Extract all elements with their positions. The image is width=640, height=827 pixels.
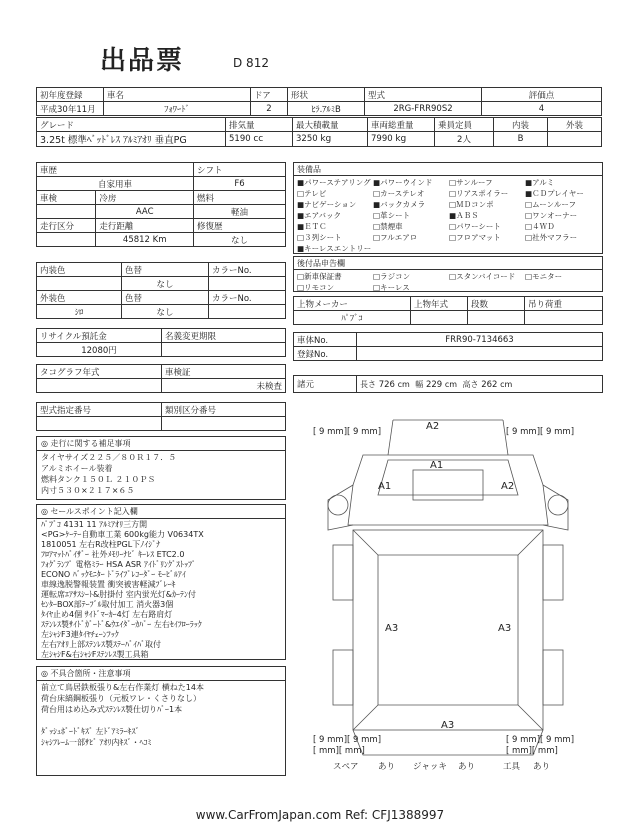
sales-point-line: <PG>ｹｰﾃｰ自動車工業 600kg能力 V0634TX — [41, 530, 204, 539]
ext-color-change-value: なし — [122, 305, 209, 319]
equipment-item: ■キーレスエントリー — [297, 244, 372, 253]
defects-header: ◎ 不具合箇所・注意事項 — [41, 669, 131, 678]
tire-bottom-right: [ 9 mm][ 9 mm] — [506, 735, 575, 745]
dims-value: 長さ 726 cm 幅 229 cm 高さ 262 cm — [357, 376, 603, 393]
type-label: 型式 — [365, 88, 482, 102]
aftermarket-item: □キーレス — [373, 283, 410, 292]
equipment-item: □サンルーフ — [449, 178, 493, 187]
weight-label: 車両総重量 — [368, 118, 435, 132]
footer-watermark: www.CarFromJapan.com Ref: CFJ1388997 — [195, 808, 445, 822]
load-label: 最大積載量 — [293, 118, 368, 132]
aftermarket-box — [293, 256, 603, 292]
door-value: 2 — [251, 102, 288, 116]
driving-note-line: 燃料タンク１５０Ｌ ２１０ＰＳ — [41, 475, 156, 484]
equipment-item: ■ＡＢＳ — [449, 211, 479, 220]
ext-color-change-label: 色替 — [122, 291, 209, 305]
body-year-value — [411, 311, 468, 325]
equipment-item — [373, 243, 449, 254]
model-value: ﾌｫﾜｰﾄﾞ — [104, 102, 251, 116]
driving-note-line: タイヤサイズ２２５／８０Ｒ１７．５ — [41, 453, 177, 462]
equipment-item: □フロアマット — [449, 233, 501, 242]
interior-value: B — [494, 132, 548, 147]
displacement-value: 5190 cc — [226, 132, 293, 147]
mileage-label: 走行区分 — [37, 219, 96, 233]
chassis-value: FRR90-7134663 — [357, 333, 603, 347]
tacho-label: タコグラフ年式 — [37, 365, 162, 379]
spare-label: スペア — [333, 762, 359, 772]
shift-label: シフト — [194, 163, 286, 177]
equipment-row — [297, 232, 601, 243]
tire-top-left: [ 9 mm][ 9 mm] — [313, 427, 382, 437]
equipment-item: □カーステレオ — [373, 189, 425, 198]
equipment-row — [297, 199, 601, 210]
vehicle-kind-label: 車歴 — [37, 163, 194, 177]
grade-score-value: 4 — [482, 102, 602, 116]
hook-label: 吊り荷重 — [525, 297, 603, 311]
model-label: 車名 — [104, 88, 251, 102]
category-label: 類別区分番号 — [162, 403, 286, 417]
int-color-label: 内装色 — [37, 263, 122, 277]
equipment-item: □フルエアロ — [373, 233, 418, 242]
aftermarket-grid — [297, 271, 601, 293]
mileage-value — [37, 233, 96, 247]
vehicle-info-table — [36, 162, 286, 247]
sales-points-header: ◎ セールスポイント記入欄 — [41, 507, 138, 516]
int-color-change-label: 色替 — [122, 263, 209, 277]
mark-a2-top: A2 — [426, 421, 440, 432]
aftermarket-item — [449, 282, 525, 293]
weight-value: 7990 kg — [368, 132, 435, 147]
steps-label: 段数 — [468, 297, 525, 311]
capacity-label: 乗員定員 — [435, 118, 494, 132]
sales-point-line: 運転席ｴｱｻｽｼｰﾄ&肘掛付 室内蛍光灯&ｶｰﾃﾝ付 — [41, 590, 197, 599]
equipment-item: □テレビ — [297, 189, 327, 198]
equipment-grid — [297, 177, 601, 254]
exterior-label: 外装 — [548, 118, 602, 132]
equipment-item: □革シート — [373, 211, 411, 220]
aftermarket-item — [525, 282, 601, 293]
equipment-item — [525, 243, 601, 254]
equipment-item: □ＭＤコンポ — [449, 200, 494, 209]
equipment-item: ■バックカメラ — [373, 200, 426, 209]
sales-point-line: ﾀｲﾔ止め4個 ｻｲﾄﾞﾏｰｶｰ4灯 左右路肩灯 — [41, 610, 173, 619]
recycle-table — [36, 328, 286, 357]
defect-line: 荷台用はめ込み式ｽﾃﾝﾚｽ製仕切りﾊﾞｰ1本 — [41, 705, 183, 714]
equipment-row — [297, 177, 601, 188]
displacement-label: 排気量 — [226, 118, 293, 132]
maker-value: ﾊﾟﾌﾞｺ — [294, 311, 411, 325]
color-table — [36, 262, 286, 319]
designation-table — [36, 402, 286, 431]
shape-value: ﾋﾗ.ｱﾙﾐB — [288, 102, 365, 116]
equipment-row — [297, 210, 601, 221]
model-designation-value — [37, 417, 162, 431]
equipment-header: 装備品 — [297, 165, 321, 174]
equipment-item: ■パワーウインド — [373, 178, 433, 187]
tool-label: 工具 — [503, 762, 521, 772]
grade-value: 3.25t 標準ﾍﾞｯﾄﾞﾚｽ ｱﾙﾐｱｵﾘ 垂直PG — [37, 132, 226, 147]
driving-notes-header: ◎ 走行に関する補足事項 — [41, 439, 131, 448]
grade-label: グレード — [37, 118, 226, 132]
equipment-row — [297, 221, 601, 232]
equipment-item: □パワーシート — [449, 222, 501, 231]
aftermarket-item: □ラジコン — [373, 272, 411, 281]
sales-point-line: ﾌﾛｱﾏｯﾄﾊﾞｲｻﾞｰ 社外ﾒﾓﾘｰﾅﾋﾞ ｷｰﾚｽ ETC2.0 — [41, 550, 185, 559]
defect-line: 荷台床縞鋼板張り（元板ワレ・くさりなし） — [41, 694, 201, 703]
reg-label: 登録No. — [294, 347, 357, 361]
jack-label: ジャッキ — [413, 762, 447, 772]
driving-notes-lines — [41, 452, 176, 496]
equipment-item: □社外マフラー — [525, 233, 578, 242]
body-year-label: 上物年式 — [411, 297, 468, 311]
dims-label: 諸元 — [294, 376, 357, 393]
mark-a2-right: A2 — [501, 481, 515, 492]
sales-points-box — [36, 504, 286, 660]
body-maker-table — [293, 296, 603, 325]
fuel-label: 燃料 — [194, 191, 286, 205]
mark-a1-left: A1 — [378, 481, 392, 492]
reg-value — [357, 347, 603, 361]
sales-points-lines — [41, 520, 204, 660]
equipment-item: ■エアバック — [297, 211, 341, 220]
defect-line — [41, 715, 204, 726]
first-reg-label: 初年度登録 — [37, 88, 104, 102]
equipment-row — [297, 188, 601, 199]
exterior-value — [548, 132, 602, 147]
ext-color-no-label: カラーNo. — [209, 291, 286, 305]
recycle-value: 12080円 — [37, 343, 162, 357]
drive-label: 車検 — [37, 191, 96, 205]
aftermarket-item: □スタンバイコード — [449, 272, 516, 281]
sales-point-line: 左右ｱｵﾘ上部ｽﾃﾝﾚｽ製ｽﾃｰﾊﾞｲﾊﾞ取付 — [41, 640, 161, 649]
fuel-value: 軽油 — [194, 205, 286, 219]
sales-point-line: 1810051 左右R改柱PGL下ﾉｲｼﾞﾅ — [41, 540, 161, 549]
tool-value: あり — [533, 762, 551, 772]
defect-line: 前立て鳥居鉄板張り&左右作業灯 横ねた14本 — [41, 683, 204, 692]
cooler-value: AAC — [96, 205, 194, 219]
truck-damage-diagram — [293, 415, 603, 775]
aftermarket-header: 後付品申告欄 — [297, 259, 345, 268]
jack-value: あり — [458, 762, 476, 772]
history-label: 修復歴 — [194, 219, 286, 233]
first-reg-value: 平成30年11月 — [37, 102, 104, 116]
inspection-label: 車検証 — [162, 365, 286, 379]
sales-point-line: ｽﾃﾝﾚｽ製ｻｲﾄﾞｶﾞｰﾄﾞ&ｳｴｲﾀﾞｰｶﾊﾞｰ 左右ｾｲﾌﾛｰﾗｯｸ — [41, 620, 202, 629]
sales-point-line: ﾌｫｸﾞﾗﾝﾌﾟ 電格ﾐﾗｰ HSA ASR ｱｲﾄﾞﾘﾝｸﾞｽﾄｯﾌﾟ — [41, 560, 196, 569]
inspection-value: 未検査 — [162, 379, 286, 393]
sales-point-line: 左ｼｬｼF&右ｼｬｼFｽﾃﾝﾚｽ製工具箱 — [41, 650, 149, 659]
int-color-no-value — [209, 277, 286, 291]
tire-bottom-left: [ 9 mm][ 9 mm] — [313, 735, 382, 745]
steps-value — [468, 311, 525, 325]
tacho-value — [37, 379, 162, 393]
document-number: D 812 — [233, 56, 269, 70]
defects-box — [36, 666, 286, 776]
equipment-item: □３列シート — [297, 233, 342, 242]
sales-point-line: ﾊﾟﾌﾞｺ 4131 11 ｱﾙﾐｱｵﾘ三方開 — [41, 520, 148, 529]
top-info-table — [36, 87, 602, 116]
driving-notes-box — [36, 436, 286, 500]
int-color-value — [37, 277, 122, 291]
shape-label: 形状 — [288, 88, 365, 102]
sales-point-line: ｾﾝﾀｰBOX部ﾃｰﾌﾞﾙ取付加工 消火器3個 — [41, 600, 174, 609]
equipment-item: ■パワーステアリング — [297, 178, 371, 187]
maker-label: 上物メーカー — [294, 297, 411, 311]
ext-color-value: ｼﾛ — [37, 305, 122, 319]
tire-bottom-right-2: [ mm][ mm] — [506, 746, 558, 756]
aftermarket-item: □モニター — [525, 272, 563, 281]
model-designation-label: 型式指定番号 — [37, 403, 162, 417]
ext-color-label: 外装色 — [37, 291, 122, 305]
distance-value: 45812 Km — [96, 233, 194, 247]
int-color-change-value: なし — [122, 277, 209, 291]
equipment-item — [449, 243, 525, 254]
dimensions-table — [293, 375, 603, 393]
int-color-no-label: カラーNo. — [209, 263, 286, 277]
interior-label: 内装 — [494, 118, 548, 132]
defect-line: ﾀﾞｯｼｭﾎﾞｰﾄﾞｷｽﾞ 左ﾄﾞｱﾐﾗｰｷｽﾞ — [41, 727, 140, 736]
vehicle-kind-value: 自家用車 — [37, 177, 194, 191]
tire-bottom-left-2: [ mm][ mm] — [313, 746, 365, 756]
driving-note-line: 内寸５３０×２１７×６５ — [41, 486, 135, 495]
equipment-item: ■ナビゲーション — [297, 200, 357, 209]
aftermarket-row — [297, 271, 601, 282]
aftermarket-row — [297, 282, 601, 293]
equipment-item: □リアスポイラー — [449, 189, 509, 198]
ext-color-no-value — [209, 305, 286, 319]
aftermarket-item: □リモコン — [297, 283, 335, 292]
distance-label: 走行距離 — [96, 219, 194, 233]
aftermarket-item: □新車保証書 — [297, 272, 342, 281]
history-value: なし — [194, 233, 286, 247]
equipment-item: □禁煙車 — [373, 222, 403, 231]
spec-table — [36, 117, 602, 147]
type-value: 2RG-FRR90S2 — [365, 102, 482, 116]
equipment-item: ■ＣＤプレイヤー — [525, 189, 584, 198]
shift-value: F6 — [194, 177, 286, 191]
grade-score-label: 評価点 — [482, 88, 602, 102]
defects-lines — [41, 682, 204, 748]
spare-value: あり — [378, 762, 396, 772]
chassis-label: 車体No. — [294, 333, 357, 347]
equipment-row — [297, 243, 601, 254]
cooler-label: 冷房 — [96, 191, 194, 205]
mark-a3-right: A3 — [498, 623, 512, 634]
recycle-label: リサイクル預託金 — [37, 329, 162, 343]
mark-a1-center: A1 — [430, 460, 444, 471]
mark-a3-left: A3 — [385, 623, 399, 634]
equipment-box — [293, 162, 603, 254]
defect-line: ｼｬｼﾌﾚｰﾑ一部ｻﾋﾞ ｱｵﾘ内ｷｽﾞ・ﾍｺﾐ — [41, 738, 152, 747]
sales-point-line: ECONO ﾊﾞｯｸﾓﾆﾀｰ ﾄﾞﾗｲﾌﾞﾚｺｰﾀﾞｰ ﾓｰﾋﾞﾙｱｲ — [41, 570, 186, 579]
driving-note-line: アルミホイール装着 — [41, 464, 113, 473]
equipment-item: ■ＥＴＣ — [297, 222, 327, 231]
sales-point-line: 車線逸脱警報装置 衝突被害軽減ﾌﾞﾚｰｷ — [41, 580, 176, 589]
sheet-title: 出品票 — [100, 46, 185, 76]
equipment-item: □４ＷＤ — [525, 222, 555, 231]
mark-a3-rear: A3 — [441, 720, 455, 731]
door-label: ドア — [251, 88, 288, 102]
chassis-table — [293, 332, 603, 361]
sales-point-line: 左ｼｬｼF3連ﾀｲﾔﾁｪｰﾝﾌｯｸ — [41, 630, 119, 639]
load-value: 3250 kg — [293, 132, 368, 147]
category-value — [162, 417, 286, 431]
equipment-item: ■アルミ — [525, 178, 555, 187]
name-change-label: 名義変更期限 — [162, 329, 286, 343]
tire-top-right: [ 9 mm][ 9 mm] — [506, 427, 575, 437]
name-change-value — [162, 343, 286, 357]
equipment-item: □ムーンルーフ — [525, 200, 576, 209]
capacity-value: 2人 — [435, 132, 494, 147]
drive-value — [37, 205, 96, 219]
equipment-item: □ワンオーナー — [525, 211, 578, 220]
hook-value — [525, 311, 603, 325]
inspection-table — [36, 364, 286, 393]
